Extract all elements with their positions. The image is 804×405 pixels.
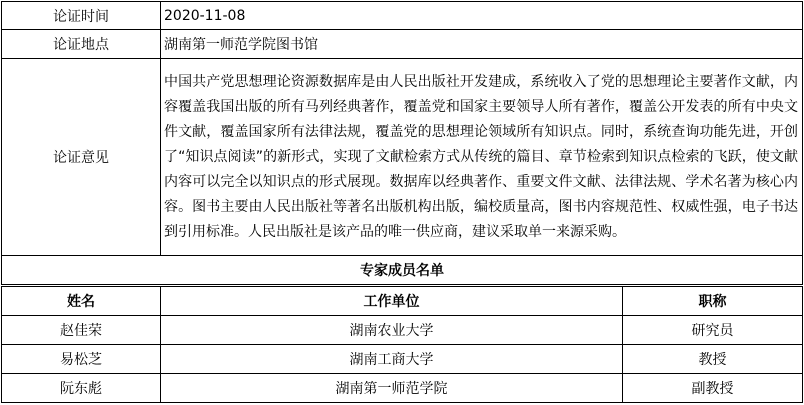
table-row [2, 316, 803, 345]
expert-name: 易松芝 [2, 345, 161, 374]
expert-title: 研究员 [623, 316, 803, 345]
place-label: 论证地点 [2, 30, 161, 59]
review-table [1, 1, 803, 285]
header-name: 姓名 [2, 287, 161, 316]
time-value: 2020-11-08 [161, 2, 803, 30]
experts-header-row [2, 287, 803, 316]
table-row [2, 374, 803, 403]
table-row [2, 345, 803, 374]
opinion-text: 中国共产党思想理论资源数据库是由人民出版社开发建成，系统收入了党的思想理论主要著作文献，内容覆盖我国出版的所有马列经典著作，覆盖党和国家主要领导人所有著作，覆盖公开发表的所有中央文件文献，覆盖国家所有法律法规，覆盖党的思想理论领域所有知识点。同时，系统查询功能先进，开创了“知识点阅读”的新形式，实现了文献检索方式从传统的篇目、章节检索到知识点检索的飞跃，使文献内容可以完全以知识点的形式展现。数据库以经典著作、重要文件文献、法律法规、学术名著为核心内容。图书主要由人民出版社等著名出版机构出版，编校质量高，图书内容规范性、权威性强，电子书达到引用标准。人民出版社是该产品的唯一供应商，建议采取单一来源采购。 [161, 59, 803, 256]
opinion-row [2, 59, 803, 256]
experts-table [1, 286, 803, 403]
place-value: 湖南第一师范学院图书馆 [161, 30, 803, 59]
expert-unit: 湖南第一师范学院 [161, 374, 623, 403]
expert-title: 教授 [623, 345, 803, 374]
expert-unit: 湖南农业大学 [161, 316, 623, 345]
place-row [2, 30, 803, 59]
expert-unit: 湖南工商大学 [161, 345, 623, 374]
time-row [2, 2, 803, 30]
time-label: 论证时间 [2, 2, 161, 30]
expert-name: 赵佳荣 [2, 316, 161, 345]
expert-name: 阮东彪 [2, 374, 161, 403]
expert-title: 副教授 [623, 374, 803, 403]
header-title: 职称 [623, 287, 803, 316]
experts-title: 专家成员名单 [2, 256, 803, 285]
experts-title-row [2, 256, 803, 285]
header-unit: 工作单位 [161, 287, 623, 316]
opinion-label: 论证意见 [2, 59, 161, 256]
